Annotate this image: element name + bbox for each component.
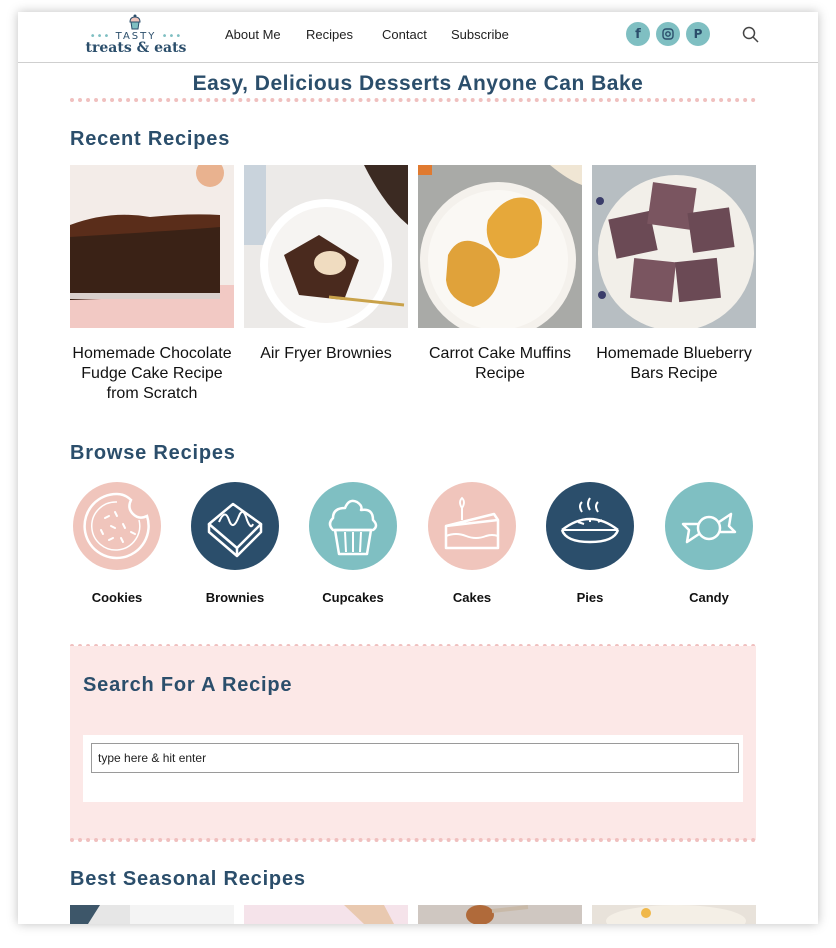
cupcake-logo-icon xyxy=(128,14,142,30)
cupcake-icon[interactable] xyxy=(309,482,397,570)
recipe-card[interactable] xyxy=(592,165,756,384)
nav-about-me[interactable]: About Me xyxy=(225,27,281,42)
category-cupcakes[interactable] xyxy=(305,482,401,605)
pinterest-icon[interactable]: P xyxy=(686,22,710,46)
logo-brand: treats & eats xyxy=(85,40,187,56)
seasonal-recipe-image[interactable] xyxy=(70,905,234,924)
candy-icon[interactable] xyxy=(665,482,753,570)
recipe-image-blueberry-bars[interactable] xyxy=(592,165,756,328)
recipe-card[interactable] xyxy=(70,165,234,404)
category-pies[interactable] xyxy=(542,482,638,605)
logo-top-text: ••• TASTY ••• xyxy=(89,31,183,42)
search-input[interactable] xyxy=(91,743,739,773)
search-heading: Search For A Recipe xyxy=(83,674,293,696)
page xyxy=(18,12,818,924)
recipe-title[interactable]: Carrot Cake Muffins Recipe xyxy=(429,345,571,382)
logo-tasty: TASTY xyxy=(115,31,157,42)
recent-recipes-heading: Recent Recipes xyxy=(70,128,231,150)
nav-subscribe[interactable]: Subscribe xyxy=(451,27,509,42)
seasonal-recipe-image[interactable] xyxy=(592,905,756,924)
category-label[interactable]: Cookies xyxy=(91,590,143,605)
cookie-icon[interactable] xyxy=(73,482,161,570)
recipe-image-chocolate-cake[interactable] xyxy=(70,165,234,328)
search-icon[interactable] xyxy=(742,26,760,44)
recipe-image-carrot-cake-muffins[interactable] xyxy=(418,165,582,328)
site-tagline: Easy, Delicious Desserts Anyone Can Bake xyxy=(192,72,644,95)
category-label[interactable]: Cupcakes xyxy=(322,590,384,605)
pie-icon[interactable] xyxy=(546,482,634,570)
recipe-title[interactable]: Air Fryer Brownies xyxy=(260,345,392,362)
category-label[interactable]: Candy xyxy=(689,590,729,605)
category-label[interactable]: Pies xyxy=(576,590,604,605)
category-cakes[interactable] xyxy=(424,482,520,605)
recipe-title[interactable]: Homemade Blueberry Bars Recipe xyxy=(596,345,752,382)
cake-slice-icon[interactable] xyxy=(428,482,516,570)
recipe-image-air-fryer-brownies[interactable] xyxy=(244,165,408,328)
browse-recipes-heading: Browse Recipes xyxy=(70,442,236,464)
search-form xyxy=(83,735,743,802)
brownie-icon[interactable] xyxy=(191,482,279,570)
site-header xyxy=(18,12,818,63)
instagram-icon[interactable] xyxy=(656,22,680,46)
seasonal-recipe-image[interactable] xyxy=(244,905,408,924)
category-cookies[interactable] xyxy=(69,482,165,605)
category-label[interactable]: Cakes xyxy=(452,590,492,605)
category-candy[interactable] xyxy=(661,482,757,605)
dotted-divider xyxy=(70,838,756,842)
site-logo[interactable] xyxy=(80,14,192,60)
category-label[interactable]: Brownies xyxy=(205,590,265,605)
nav-contact[interactable]: Contact xyxy=(382,27,427,42)
search-section xyxy=(70,646,756,840)
seasonal-recipe-image[interactable] xyxy=(418,905,582,924)
recipe-card[interactable] xyxy=(418,165,582,384)
category-brownies[interactable] xyxy=(187,482,283,605)
seasonal-recipes-heading: Best Seasonal Recipes xyxy=(70,868,306,890)
instagram-glyph-icon xyxy=(662,28,674,40)
nav-recipes[interactable]: Recipes xyxy=(306,27,353,42)
recipe-card[interactable] xyxy=(244,165,408,364)
facebook-icon[interactable]: f xyxy=(626,22,650,46)
dotted-divider xyxy=(70,98,756,102)
recipe-title[interactable]: Homemade Chocolate Fudge Cake Recipe from Scratch xyxy=(72,345,232,402)
